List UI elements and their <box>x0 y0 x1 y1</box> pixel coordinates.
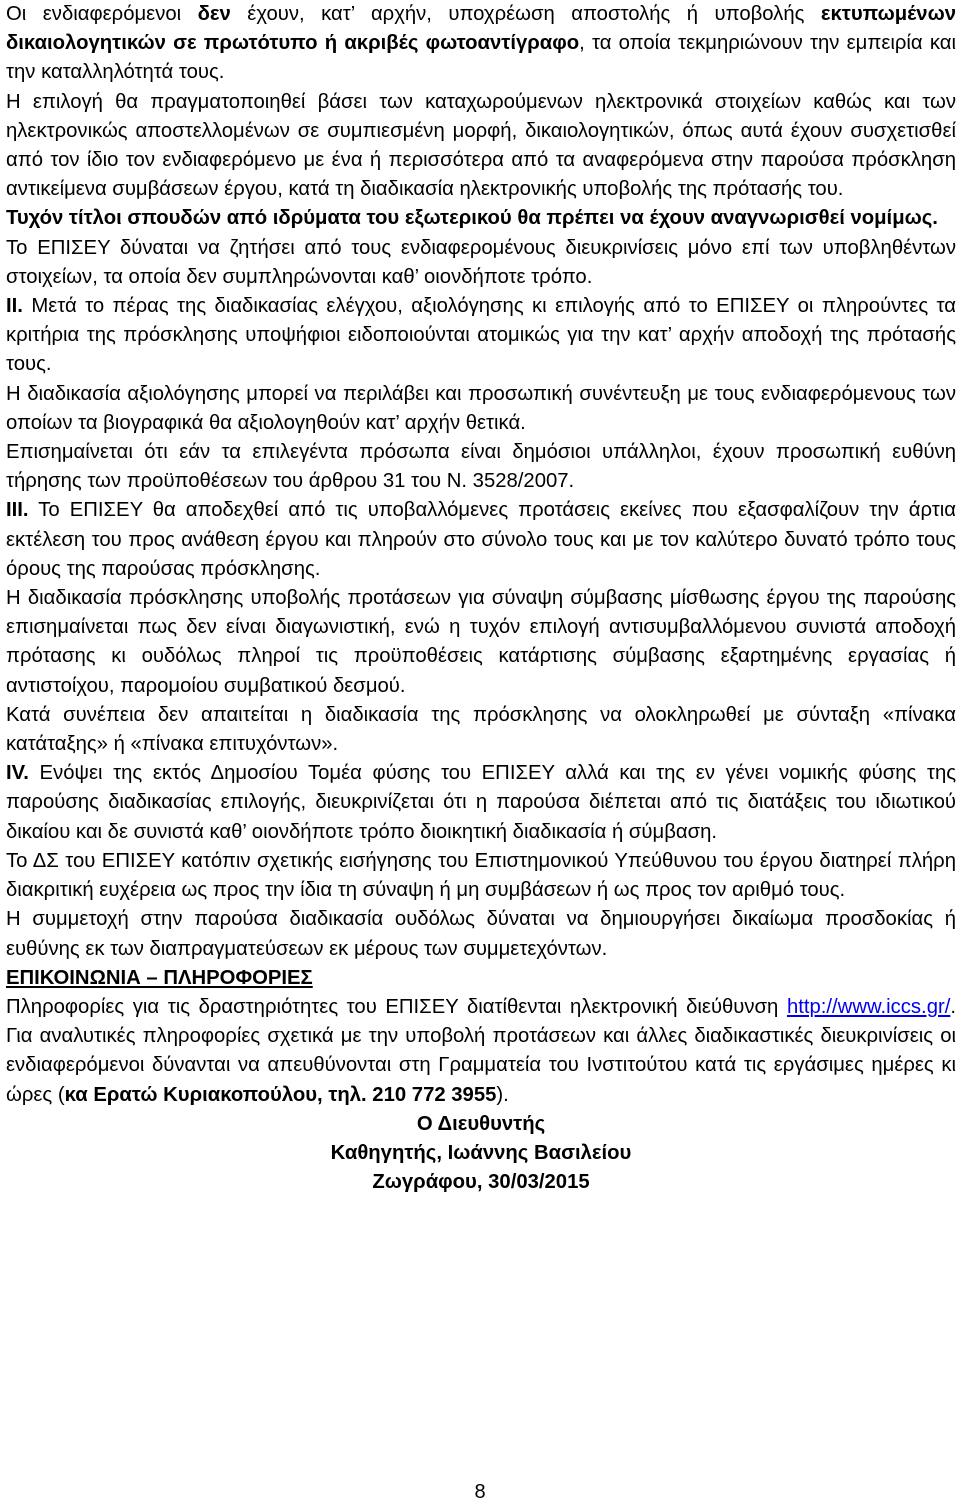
document-page <box>6 0 956 1197</box>
text: Μετά το πέρας της διαδικασίας ελέγχου, αξιολόγησης κι επιλογής από το ΕΠΙΣΕΥ οι πληρούντες τα κριτήρια της πρόσκλησης υποψήφιοι ειδοποιούνται ατομικώς για την κατ’ αρχήν αποδοχή της πρότασής τους. <box>6 295 956 376</box>
text: Το ΕΠΙΣΕΥ θα αποδεχθεί από τις υποβαλλόμενες προτάσεις εκείνες που εξασφαλίζουν την άρτια εκτέλεση του προς ανάθεση έργου και πληρούν στο σύνολο τους και με τον καλύτερο δυνατό τρόπο τους όρους της παρούσας πρόσκλησης. <box>6 499 956 580</box>
paragraph-selection-basis: Η επιλογή θα πραγματοποιηθεί βάσει των καταχωρούμενων ηλεκτρονικά στοιχείων καθώς και των ηλεκτρονικώς αποστελλομένων σε συμπιεσμένη μορφή, δικαιολογητικών, όπως αυτά έχουν συσχετισθεί από τον ίδιο τον ενδιαφερόμενο με ένα ή περισσότερα από τα αναφερόμενα στην παρούσα πρόσκληση αντικείμενα συμβάσεων έργου, κατά τη διαδικασία ηλεκτρονικής υποβολής της πρότασής του. <box>6 90 956 201</box>
paragraph-clarifications: Το ΕΠΙΣΕΥ δύναται να ζητήσει από τους ενδιαφερομένους διευκρινίσεις μόνο επί των υποβληθέντων στοιχείων, τα οποία δεν συμπληρώνονται καθ’ οιονδήποτε τρόπο. <box>6 236 956 288</box>
paragraph-public-servants: Επισημαίνεται ότι εάν τα επιλεγέντα πρόσωπα είναι δημόσιοι υπάλληλοι, έχουν προσωπική ευθύνη τήρησης των προϋποθέσεων του άρθρου 31 του Ν. 3528/2007. <box>6 441 956 493</box>
paragraph-non-competitive: Η διαδικασία πρόσκλησης υποβολής προτάσεων για σύναψη σύμβασης μίσθωσης έργου της παρούσης επισημαίνεται πως δεν είναι διαγωνιστική, ενώ η τυχόν επιλογή αντισυμβαλλόμενου συνιστά αποδοχή πρότασης κι ουδόλως πληροί τις προϋποθέσεις κατάρτισης σύμβασης εξαρτημένης εργασίας ή αντιστοίχου, παρομοίου συμβατικού δεσμού. <box>6 587 956 697</box>
text: . Για αναλυτικές πληροφορίες σχετικά με την υποβολή προτάσεων και άλλες διαδικαστικές διευκρινίσεις οι ενδιαφερόμενοι δύνανται να απευθύνονται στη Γραμματεία του Ινστιτούτου κατά τις εργάσιμες ημέρες κι ώρες ( <box>6 995 956 1106</box>
paragraph-interview: Η διαδικασία αξιολόγησης μπορεί να περιλάβει και προσωπική συνέντευξη με τους ενδιαφερόμενους των οποίων τα βιογραφικά θα αξιολογηθούν κατ’ αρχήν θετικά. <box>6 382 956 434</box>
paragraph-section-ii <box>6 292 956 380</box>
page-number: 8 <box>474 1481 486 1503</box>
bold-text: δεν <box>197 3 231 25</box>
text: Πληροφορίες για τις δραστηριότητες του ΕΠΙΣΕΥ διατίθενται ηλεκτρονική διεύθυνση <box>6 995 787 1018</box>
text: Οι ενδιαφερόμενοι <box>6 3 198 25</box>
bold-text: εκτυπωμένων δικαιολογητικών σε πρωτότυπο ή ακριβές φωτοαντίγραφο <box>6 3 956 55</box>
paragraph-participation: Η συμμετοχή στην παρούσα διαδικασία ουδόλως δύναται να δημιουργήσει δικαίωμα προσδοκίας ή ευθύνης εκ των διαπραγματεύσεων εκ μέρους των συμμετεχόντων. <box>6 908 956 960</box>
paragraph-contact-info <box>6 993 956 1110</box>
signature-place-date: Ζωγράφου, 30/03/2015 <box>372 1171 590 1194</box>
paragraph-foreign-degrees: Τυχόν τίτλοι σπουδών από ιδρύματα του εξωτερικού θα πρέπει να έχουν αναγνωρισθεί νομίμως. <box>6 207 938 230</box>
text: έχουν, κατ’ αρχήν, υποχρέωση αποστολής ή υποβολής <box>230 3 821 25</box>
section-number: ΙΙΙ. <box>6 499 29 522</box>
website-link[interactable]: http://www.iccs.gr/ <box>786 995 951 1018</box>
section-number: IV. <box>6 762 29 785</box>
contact-heading: ΕΠΙΚΟΙΝΩΝΙΑ – ΠΛΗΡΟΦΟΡΙΕΣ <box>6 966 313 989</box>
paragraph-ranking-table: Κατά συνέπεια δεν απαιτείται η διαδικασία της πρόσκλησης να ολοκληρωθεί με σύνταξη «πίνακα κατάταξης» ή «πίνακα επιτυχόντων». <box>6 703 956 756</box>
paragraph-section-iii <box>6 496 956 584</box>
text: Ενόψει της εκτός Δημοσίου Τομέα φύσης του ΕΠΙΣΕΥ αλλά και της εν γένει νομικής φύσης της παρούσης διαδικασίας επιλογής, διευκρινίζεται ότι η παρούσα διέπεται από τις διατάξεις του ιδιωτικού δικαίου και δε συνιστά καθ’ οιονδήποτε τρόπο διοικητική διαδικασία ή σύμβαση. <box>6 762 956 843</box>
text: ). <box>496 1083 509 1106</box>
contact-person: κα Ερατώ Κυριακοπούλου, τηλ. 210 772 3955 <box>64 1083 497 1106</box>
text: , τα οποία τεκμηριώνουν την εμπειρία και την καταλληλότητά τους. <box>6 32 956 84</box>
signature-name: Καθηγητής, Ιωάννης Βασιλείου <box>330 1141 632 1164</box>
paragraph-board-discretion: Το ΔΣ του ΕΠΙΣΕΥ κατόπιν σχετικής εισήγησης του Επιστημονικού Υπεύθυνου του έργου διατηρεί πλήρη διακριτική ευχέρεια ως προς την ίδια τη σύναψη ή μη συμβάσεων ή ως προς τον αριθμό τους. <box>6 849 956 902</box>
section-number: ΙΙ. <box>6 295 23 318</box>
signature-role: Ο Διευθυντής <box>416 1112 546 1135</box>
paragraph-section-iv <box>6 759 956 847</box>
paragraph-submission-note <box>6 0 956 88</box>
